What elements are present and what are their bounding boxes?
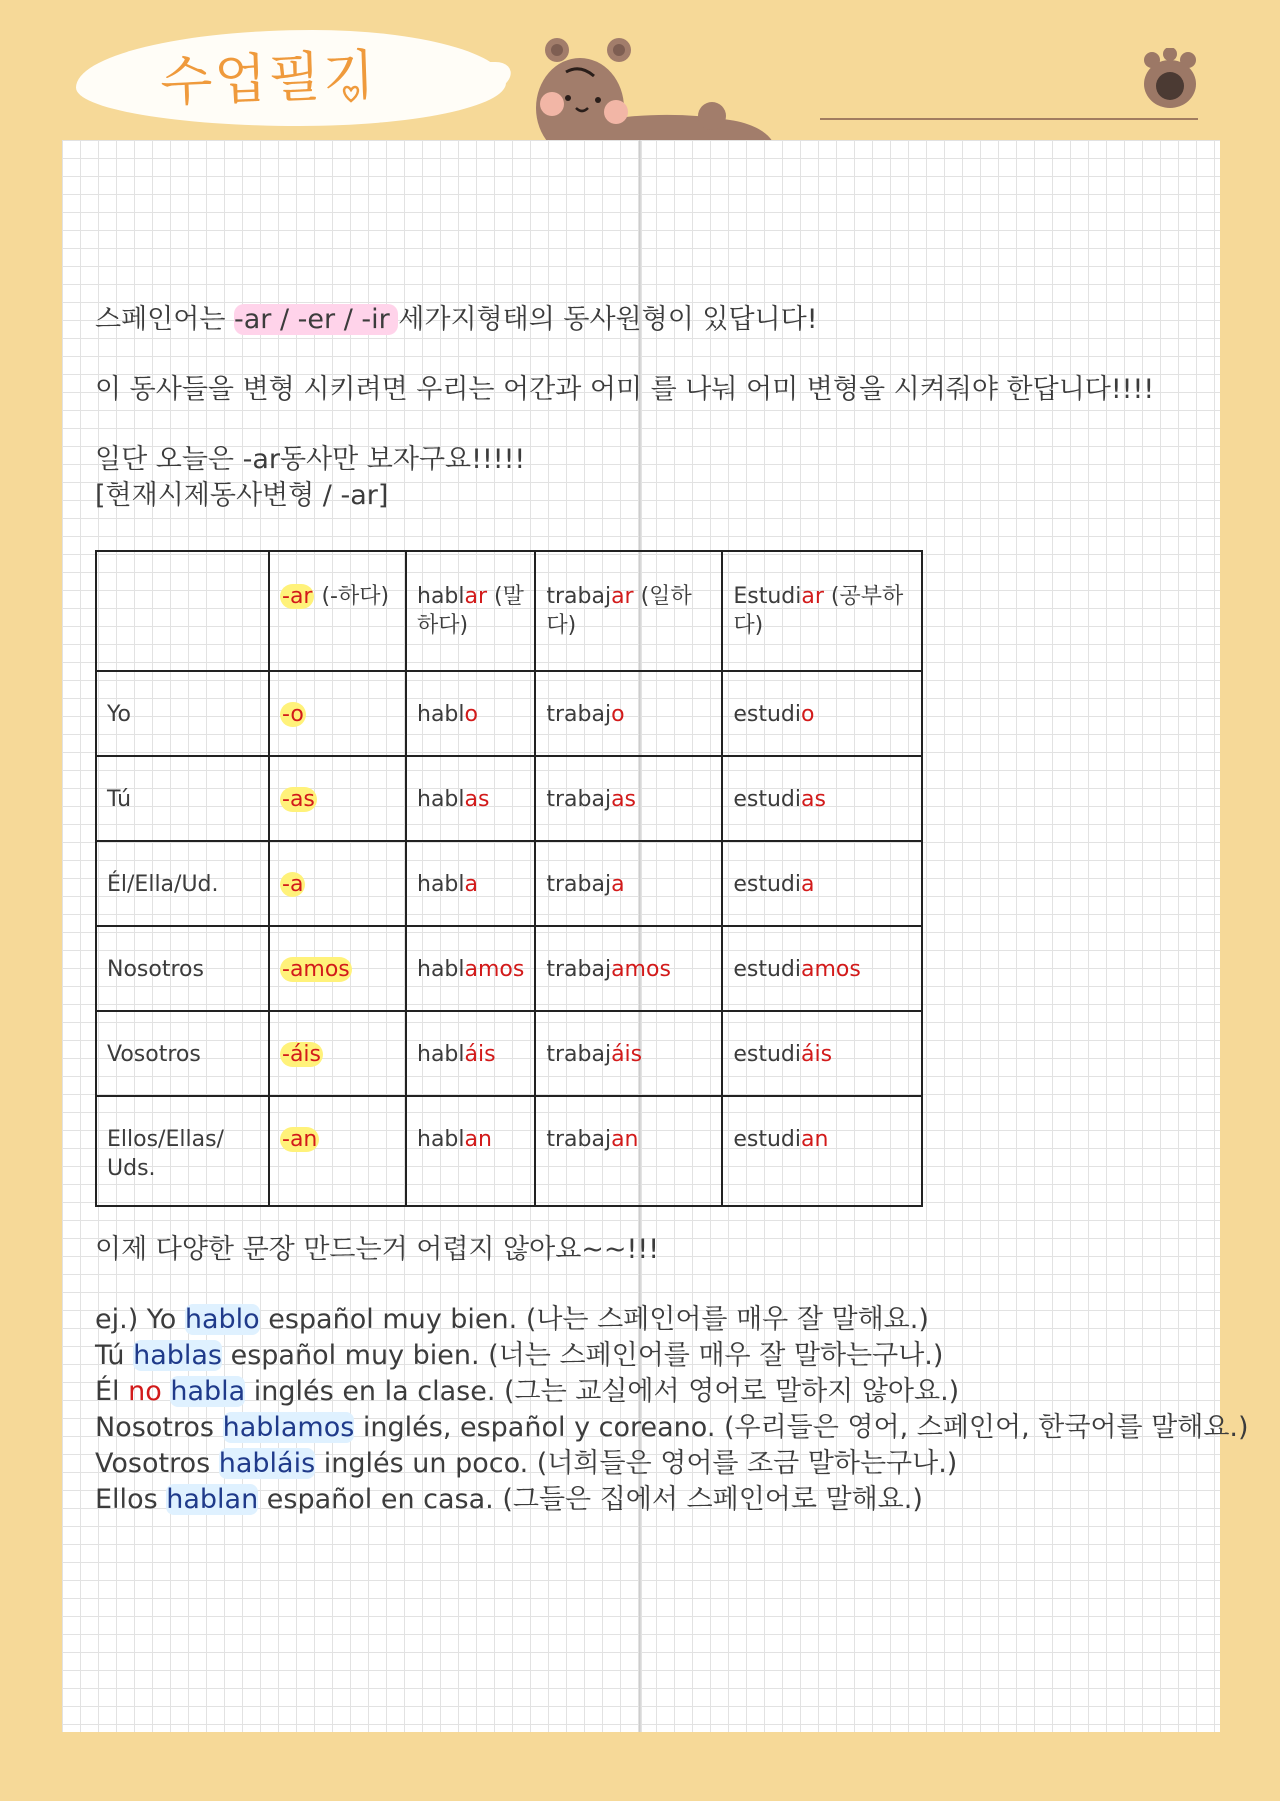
ending-text: o bbox=[611, 702, 625, 727]
example-text: Vosotros bbox=[95, 1448, 219, 1479]
ending-text: -a bbox=[282, 872, 304, 897]
conjugation-cell bbox=[406, 671, 535, 756]
ending-text: an bbox=[801, 1127, 829, 1152]
intro-line-2: 이 동사들을 변형 시키려면 우리는 어간과 어미 를 나눠 어미 변형을 시켜줘야 한답니다!!!! bbox=[95, 374, 1155, 405]
conjugation-table bbox=[95, 550, 923, 1207]
conjugation-cell bbox=[722, 756, 922, 841]
gloss-text: (말하다) bbox=[417, 584, 524, 638]
ending-text: amos bbox=[611, 957, 671, 982]
example-sentence bbox=[95, 1374, 959, 1410]
gloss-text: (공부하다) bbox=[733, 584, 904, 638]
stem-text: habl bbox=[417, 702, 465, 727]
stem-text: Estudi bbox=[733, 584, 802, 609]
example-sentence bbox=[95, 1482, 923, 1518]
conjugation-cell bbox=[722, 1096, 922, 1206]
conjugation-cell bbox=[406, 1096, 535, 1206]
example-text: Ellos bbox=[95, 1484, 167, 1515]
ending-cell bbox=[269, 926, 406, 1011]
ending-cell bbox=[269, 671, 406, 756]
stem-text: estudi bbox=[733, 1127, 802, 1152]
ending-text: -as bbox=[282, 787, 315, 812]
ending-text: a bbox=[801, 872, 815, 897]
ending-text: áis bbox=[611, 1042, 643, 1067]
example-text: español muy bien. (너는 스페인어를 매우 잘 말하는구나.) bbox=[222, 1340, 944, 1371]
pronoun-text: Nosotros bbox=[107, 957, 204, 982]
ending-cell bbox=[269, 756, 406, 841]
ending-highlight: -ar / -er / -ir bbox=[234, 304, 399, 335]
ending-text: as bbox=[611, 787, 637, 812]
stem-text: habl bbox=[417, 1127, 465, 1152]
stem-text: trabaj bbox=[546, 787, 612, 812]
ending-text: -amos bbox=[282, 957, 350, 982]
conjugation-cell bbox=[406, 841, 535, 926]
heart-icon bbox=[340, 82, 362, 104]
conjugation-cell bbox=[722, 1011, 922, 1096]
pronoun-cell bbox=[96, 926, 269, 1011]
verb-highlight: habla bbox=[170, 1376, 246, 1407]
stem-text: estudi bbox=[733, 787, 802, 812]
stem-text: estudi bbox=[733, 957, 802, 982]
table-header-cell bbox=[722, 551, 922, 671]
negation-text: no bbox=[128, 1376, 171, 1407]
conjugation-cell bbox=[535, 926, 722, 1011]
pronoun-text: Él/Ella/Ud. bbox=[107, 872, 219, 897]
ending-text: -an bbox=[282, 1127, 318, 1152]
ending-text: a bbox=[611, 872, 625, 897]
ending-text: ar bbox=[464, 584, 488, 609]
ending-cell bbox=[269, 841, 406, 926]
name-line bbox=[820, 118, 1198, 120]
gloss-text: (-하다) bbox=[314, 584, 390, 609]
example-text: español muy bien. (나는 스페인어를 매우 잘 말해요.) bbox=[259, 1304, 929, 1335]
example-text: inglés en la clase. (그는 교실에서 영어로 말하지 않아요.) bbox=[245, 1376, 960, 1407]
stem-text: habl bbox=[417, 872, 465, 897]
table-header-cell bbox=[406, 551, 535, 671]
verb-highlight: hablamos bbox=[222, 1412, 355, 1443]
ending-text: -ar bbox=[282, 584, 313, 609]
conjugation-cell bbox=[406, 756, 535, 841]
example-text: inglés, español y coreano. (우리들은 영어, 스페인어, 한국어를 말해요.) bbox=[354, 1412, 1249, 1443]
example-text: inglés un poco. (너희들은 영어를 조금 말하는구나.) bbox=[315, 1448, 958, 1479]
ending-cell bbox=[269, 1096, 406, 1206]
table-row bbox=[96, 756, 922, 841]
conjugation-cell bbox=[406, 926, 535, 1011]
outro-line: 이제 다양한 문장 만드는거 어렵지 않아요~~!!! bbox=[95, 1234, 660, 1265]
pronoun-cell bbox=[96, 841, 269, 926]
page-title: 수업필기 bbox=[159, 43, 378, 114]
paw-icon bbox=[1142, 48, 1198, 110]
verb-highlight: hablan bbox=[166, 1484, 259, 1515]
stem-text: trabaj bbox=[546, 872, 612, 897]
ending-text: amos bbox=[801, 957, 861, 982]
verb-highlight: hablas bbox=[133, 1340, 223, 1371]
conjugation-cell bbox=[535, 841, 722, 926]
stem-text: trabaj bbox=[546, 702, 612, 727]
ending-text: áis bbox=[464, 1042, 496, 1067]
ending-text: o bbox=[801, 702, 815, 727]
ending-text: -áis bbox=[282, 1042, 321, 1067]
table-row bbox=[96, 926, 922, 1011]
pronoun-text: Ellos/Ellas/ Uds. bbox=[107, 1127, 224, 1181]
pronoun-cell bbox=[96, 756, 269, 841]
table-row bbox=[96, 1011, 922, 1096]
example-text: ej.) Yo bbox=[95, 1304, 185, 1335]
table-row bbox=[96, 671, 922, 756]
stem-text: habl bbox=[417, 787, 465, 812]
table-header-cell bbox=[96, 551, 269, 671]
conjugation-cell bbox=[535, 1096, 722, 1206]
ending-text: as bbox=[464, 787, 490, 812]
ending-text: ar bbox=[611, 584, 634, 609]
gloss-text: (일하다) bbox=[546, 584, 692, 638]
pronoun-cell bbox=[96, 1011, 269, 1096]
stem-text: trabaj bbox=[546, 584, 612, 609]
table-header-cell bbox=[535, 551, 722, 671]
stem-text: habl bbox=[417, 957, 465, 982]
pronoun-text: Vosotros bbox=[107, 1042, 201, 1067]
table-header-row bbox=[96, 551, 922, 671]
example-text: Él bbox=[95, 1376, 129, 1407]
ending-text: amos bbox=[464, 957, 525, 982]
table-row bbox=[96, 1096, 922, 1206]
pronoun-cell bbox=[96, 671, 269, 756]
example-text: Nosotros bbox=[95, 1412, 223, 1443]
stem-text: estudi bbox=[733, 1042, 802, 1067]
conjugation-cell bbox=[722, 841, 922, 926]
stem-text: trabaj bbox=[546, 1042, 612, 1067]
verb-highlight: hablo bbox=[184, 1304, 260, 1335]
stem-text: habl bbox=[417, 584, 465, 609]
stem-text: trabaj bbox=[546, 1127, 612, 1152]
stem-text: estudi bbox=[733, 702, 802, 727]
stem-text: estudi bbox=[733, 872, 802, 897]
conjugation-cell bbox=[535, 756, 722, 841]
conjugation-cell bbox=[406, 1011, 535, 1096]
conjugation-cell bbox=[535, 671, 722, 756]
ending-text: an bbox=[611, 1127, 639, 1152]
section-heading: [현재시제동사변형 / -ar] bbox=[95, 480, 389, 511]
verb-highlight: habláis bbox=[218, 1448, 316, 1479]
stem-text: trabaj bbox=[546, 957, 612, 982]
table-header-cell bbox=[269, 551, 406, 671]
conjugation-cell bbox=[722, 926, 922, 1011]
pronoun-cell bbox=[96, 1096, 269, 1206]
conjugation-cell bbox=[535, 1011, 722, 1096]
ending-text: a bbox=[464, 872, 478, 897]
pronoun-text: Tú bbox=[107, 787, 132, 812]
example-sentence bbox=[95, 1410, 1249, 1446]
ending-text: an bbox=[464, 1127, 492, 1152]
ending-text: o bbox=[464, 702, 478, 727]
intro-line-3: 일단 오늘은 -ar동사만 보자구요!!!!! bbox=[95, 444, 526, 475]
intro-text: 스페인어는 bbox=[95, 304, 234, 335]
ending-text: áis bbox=[801, 1042, 833, 1067]
table-row bbox=[96, 841, 922, 926]
example-sentence bbox=[95, 1302, 929, 1338]
ending-cell bbox=[269, 1011, 406, 1096]
ending-text: ar bbox=[801, 584, 824, 609]
stem-text: habl bbox=[417, 1042, 465, 1067]
conjugation-cell bbox=[722, 671, 922, 756]
ending-text: as bbox=[801, 787, 826, 812]
intro-text: 세가지형태의 동사원형이 있답니다! bbox=[398, 304, 818, 335]
example-sentence bbox=[95, 1446, 957, 1482]
example-text: español en casa. (그들은 집에서 스페인어로 말해요.) bbox=[258, 1484, 923, 1515]
example-sentence bbox=[95, 1338, 943, 1374]
intro-line-1 bbox=[95, 302, 818, 338]
ending-text: -o bbox=[282, 702, 304, 727]
example-text: Tú bbox=[95, 1340, 134, 1371]
pronoun-text: Yo bbox=[107, 702, 131, 727]
